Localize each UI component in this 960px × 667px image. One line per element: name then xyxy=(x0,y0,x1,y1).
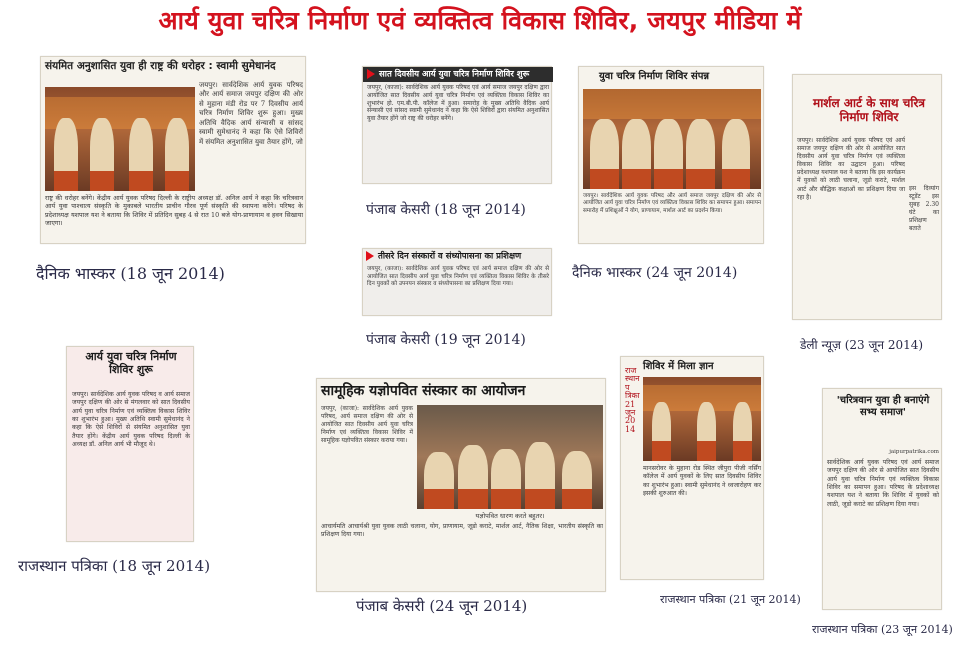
page-banner-title: आर्य युवा चरित्र निर्माण एवं व्यक्तित्व विकास शिविर, जयपुर मीडिया में xyxy=(158,6,802,35)
clip-caption: राजस्थान पत्रिका (23 जून 2014) xyxy=(812,623,953,636)
clip-caption: दैनिक भास्कर (18 जून 2014) xyxy=(36,264,225,283)
clip-headline: शिविर में मिला ज्ञान xyxy=(643,361,714,372)
clip-punjab-kesari-18-june xyxy=(362,66,552,184)
clip-headline: आर्य युवा चरित्र निर्माण शिविर शुरू xyxy=(85,350,177,376)
clip-body: जयपुर। सार्वदेशिक आर्य युवक परिषद व आर्य समाज जयपुर दक्षिण की ओर से मंगलवार को सात दिवसीय आर्य युवा चरित्र निर्माण एवं व्यक्तित्व विकास शिविर का शुभारंभ हुआ। मुख्य अतिथि स्वामी सुमेधानंद ने कहा कि ऐसे शिविरों से संयमित अनुशासित युवा तैयार होंगे। केंद्रीय आर्य युवक परिषद दिल्ली के अध्यक्ष डॉ. अनिल आर्य भी मौजूद थे। xyxy=(72,391,190,449)
clip-body: मानसरोवर के मुहाना रोड स्थित जीपुरा पीजी नर्सिंग कॉलेज में आर्य युवकों के लिए सात दिवसीय शिविर का शुभारंभ हुआ। स्वामी सुमेधानंद ने ध्वजारोहण कर इसकी शुरुआत की। xyxy=(643,465,761,498)
clip-photo xyxy=(643,377,761,461)
clip-caption: राजस्थान पत्रिका (21 जून 2014) xyxy=(660,593,801,606)
clip-body: जयपुर। सार्वदेशिक आर्य युवक परिषद एवं आर्य समाज जयपुर दक्षिण की ओर से आयोजित सात दिवसीय आर्य युवा चरित्र निर्माण एवं व्यक्तित्व विकास शिविर का उद्घाटन हुआ। परिषद प्रदेशाध्यक्ष यशपाल यश ने बताया कि इस कार्यक्रम में युवकों को लाठी चलाना, जूडो कराटे, मार्शल आर्ट और बौद्धिक कक्षाओं का प्रशिक्षण दिया जा रहा है। xyxy=(797,137,905,201)
clip-caption: डेली न्यूज़ (23 जून 2014) xyxy=(800,338,924,352)
clip-site: jaipurpatrika.com xyxy=(889,449,939,455)
clip-caption: पंजाब केसरी (18 जून 2014) xyxy=(366,202,526,218)
clip-headline: सात दिवसीय आर्य युवा चरित्र निर्माण शिविर शुरू xyxy=(363,67,553,82)
clip-rajasthan-patrika-21-june xyxy=(620,356,764,580)
clip-dainik-bhaskar-18-june xyxy=(40,56,306,244)
clip-punjab-kesari-19-june xyxy=(362,248,552,316)
clip-photo xyxy=(583,89,761,189)
clip-headline: 'चरित्रवान युवा ही बनाएंगे सभ्य समाज' xyxy=(836,395,930,418)
clip-side-text: राजस्थान पत्रिका 21 जून 2014 xyxy=(625,366,640,434)
clip-side-text: इस दिव्यांग स्टूडेंट इस सुबह 2.30 घंटे का प्रशिक्षण बताते xyxy=(909,185,939,233)
clip-rajasthan-patrika-18-june xyxy=(66,346,194,542)
clip-caption: दैनिक भास्कर (24 जून 2014) xyxy=(572,265,738,281)
clip-headline: युवा चरित्र निर्माण शिविर संपन्न xyxy=(599,71,710,82)
clip-photo-caption: यज्ञोपवित धारण करते बहुतर। xyxy=(475,512,545,520)
clip-headline: मार्शल आर्ट के साथ चरित्र निर्माण शिविर xyxy=(813,96,925,124)
clip-photo xyxy=(45,87,195,191)
clip-caption: पंजाब केसरी (24 जून 2014) xyxy=(356,597,528,615)
clip-body: आचार्यमति आचार्यश्री युवा युवक लाठी चलाना, योग, प्राणायाम, जूडो कराटे, मार्शल आर्ट, नैतिक शिक्षा, भारतीय संस्कृति का प्रशिक्षण दिया गया। xyxy=(321,523,603,539)
clip-caption: पंजाब केसरी (19 जून 2014) xyxy=(366,332,526,348)
clip-body: जयपुर। सार्वदेशिक आर्य युवक परिषद और आर्य समाज जयपुर दक्षिण की ओर से आयोजित आर्य युवा चरित्र निर्माण एवं व्यक्तित्व विकास शिविर का समापन हुआ। समापन समारोह में प्रशिक्षुओं ने योग, प्राणायाम, मार्शल आर्ट का प्रदर्शन किया। xyxy=(583,193,761,214)
clip-body: जयपुर, (काजा): सार्वदेशिक आर्य युवक परिषद एवं आर्य समाज दक्षिण की ओर से आयोजित सात दिवसीय आर्य युवा चरित्र निर्माण एवं व्यक्तित्व विकास शिविर के तीसरे दिन युवकों को उपनयन संस्कार व संध्योपासना का प्रशिक्षण दिया गया। xyxy=(367,266,549,288)
clip-headline: तीसरे दिन संस्कारों व संध्योपासना का प्रशिक्षण xyxy=(366,251,552,262)
clip-daily-news-23-june xyxy=(792,74,942,320)
clip-headline: सामूहिक यज्ञोपवित संस्कार का आयोजन xyxy=(321,383,526,399)
clip-body: जयपुर, (काजा): सार्वदेशिक आर्य युवक परिषद एवं आर्य समाज जयपुर दक्षिण द्वारा आयोजित सात दिवसीय आर्य युवा चरित्र निर्माण एवं व्यक्तित्व विकास शिविर का शुभारंभ हो. एम.बी.पी. कॉलेज में हुआ। समारोह के मुख्य अतिथि वैदिक आर्य संन्यासी एवं सांसद स्वामी सुमेधानंद ने कहा कि ऐसे शिविरों द्वारा संयमित अनुशासित युवा तैयार होंगे जो राष्ट्र की धरोहर बनेंगे। xyxy=(367,84,549,123)
clip-headline: संयमित अनुशासित युवा ही राष्ट्र की धरोहर : स्वामी सुमेधानंद xyxy=(45,60,276,72)
clip-rajasthan-patrika-23-june xyxy=(822,388,942,610)
clip-body: सार्वदेशिक आर्य युवक परिषद एवं आर्य समाज जयपुर दक्षिण की ओर से आयोजित सात दिवसीय आर्य युवा चरित्र निर्माण एवं व्यक्तित्व विकास शिविर का समापन हुआ। परिषद के प्रदेशाध्यक्ष यशपाल यश ने बताया कि शिविर में युवकों को लाठी, जूडो कराटे का प्रशिक्षण दिया गया। xyxy=(827,459,939,508)
clip-body: राष्ट्र की धरोहर बनेंगे। केंद्रीय आर्य युवक परिषद दिल्ली के राष्ट्रीय अध्यक्ष डॉ. अनिल आर्य ने कहा कि चरित्रवान आर्य युवा पाश्चात्य संस्कृति के मुकाबले भारतीय प्राचीन गौरव पूर्ण संस्कृति की स्थापना करेंगे। परिषद के प्रदेशाध्यक्ष यशपाल यश ने बताया कि शिविर में प्रतिदिन सुबह 4 से रात 10 बजे योग-प्राणायाम व हवन सिखाया जाएगा। xyxy=(45,194,303,227)
clip-caption: राजस्थान पत्रिका (18 जून 2014) xyxy=(18,557,211,575)
clip-photo xyxy=(417,405,603,509)
clip-punjab-kesari-24-june xyxy=(316,378,606,592)
bullet-triangle-icon xyxy=(366,251,374,261)
bullet-triangle-icon xyxy=(367,69,375,79)
clip-dainik-bhaskar-24-june xyxy=(578,66,764,244)
clip-body: जयपुर। सार्वदेशिक आर्य युवक परिषद और आर्य समाज जयपुर दक्षिण की ओर से मुहाना मंडी रोड पर 7 दिवसीय आर्य चरित्र निर्माण शिविर शुरू हुआ। मुख्य अतिथि वैदिक आर्य संन्यासी व सांसद स्वामी सुमेधानंद ने कहा कि ऐसे शिविरों में संयमित अनुशासित युवा तैयार होंगे, जो xyxy=(199,81,303,146)
clip-body: जयपुर, (काजा): सार्वदेशिक आर्य युवक परिषद, आर्य समाज दक्षिण की ओर से आयोजित सात दिवसीय आर्य युवा चरित्र निर्माण एवं व्यक्तित्व विकास शिविर में सामूहिक यज्ञोपवित संस्कार कराया गया। xyxy=(321,405,413,445)
